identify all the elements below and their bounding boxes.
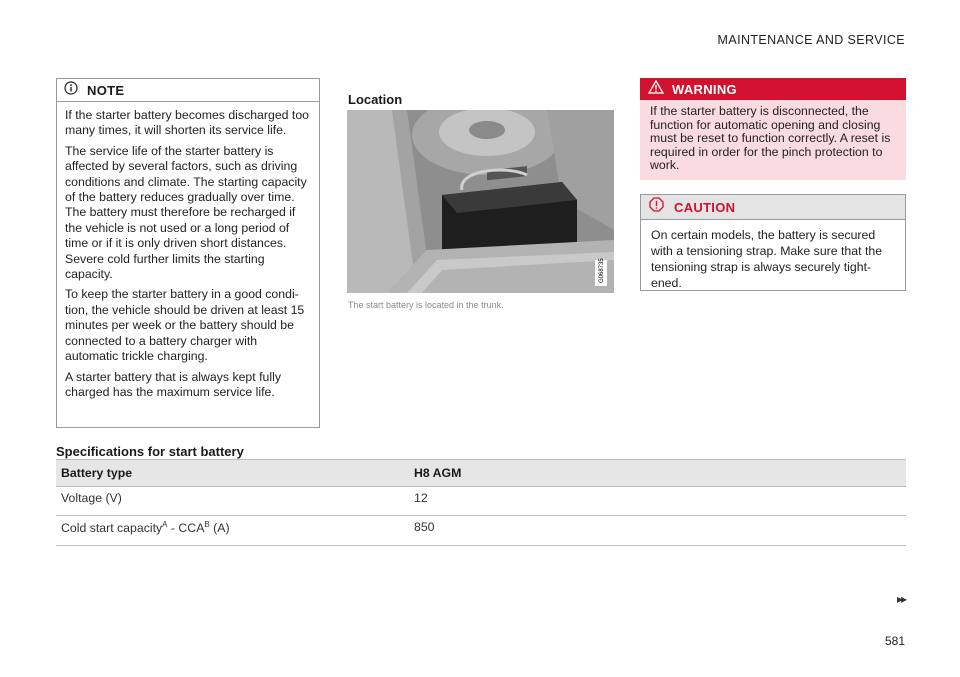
warning-title: WARNING <box>672 81 737 97</box>
section-header: MAINTENANCE AND SERVICE <box>717 33 905 47</box>
note-title: NOTE <box>87 82 125 98</box>
specs-title: Specifications for start battery <box>56 444 244 459</box>
table-row <box>56 487 906 516</box>
info-icon <box>64 81 78 100</box>
table-cell: 850 <box>409 516 906 546</box>
battery-location-photo <box>347 110 614 293</box>
warning-box <box>640 78 906 180</box>
cell-text: Cold start capacity <box>61 521 163 536</box>
table-cell: Voltage (V) <box>56 487 409 516</box>
warning-text: If the starter battery is disconnected, the function for automatic opening and closing must be reset to function correctly. A reset is required in order for the pinch protection to work. <box>650 104 891 173</box>
table-row <box>56 516 906 546</box>
photo-caption: The start battery is located in the trunk. <box>348 300 504 310</box>
next-page-marker: ▸▸ <box>896 592 905 606</box>
note-body <box>57 102 319 400</box>
note-paragraph: To keep the starter battery in a good condi-tion, the vehicle should be driven at least 15 minutes per week or the battery should be connected to a battery charger with automatic trickle charging. <box>65 287 305 364</box>
image-code: G068735 <box>599 258 605 283</box>
table-cell: 12 <box>409 487 906 516</box>
note-paragraph: The service life of the starter battery is affected by several factors, such as driving conditions and climate. The starting capacity of the battery reduces gradually over time. The battery must therefore be recharged if the vehicle is not used or a long period of time or if it is only driven short distances. Severe cold further limits the starting capacity. <box>65 143 307 282</box>
caution-icon <box>649 197 664 217</box>
note-box <box>56 78 320 428</box>
cell-text: (A) <box>209 521 230 536</box>
page-number: 581 <box>884 634 905 648</box>
cell-text: - CCA <box>167 521 205 536</box>
caution-text: On certain models, the battery is secured with a tensioning strap. Make sure that the tensioning strap is always securely tight-ened. <box>651 228 883 290</box>
note-header <box>57 79 319 102</box>
note-paragraph: A starter battery that is always kept fully charged has the maximum service life. <box>65 369 281 399</box>
location-title: Location <box>348 92 403 107</box>
warning-header <box>640 78 906 100</box>
footnote-ref[interactable]: A <box>162 520 168 529</box>
note-paragraph: If the starter battery becomes discharged too many times, it will shorten its service life. <box>65 108 310 138</box>
specs-table <box>56 459 906 546</box>
table-header: H8 AGM <box>409 460 906 487</box>
caution-box <box>640 194 906 291</box>
table-header-row <box>56 460 906 487</box>
warning-triangle-icon <box>648 80 664 99</box>
table-header: Battery type <box>56 460 409 487</box>
table-cell <box>56 516 409 546</box>
caution-title: CAUTION <box>674 199 736 215</box>
footnote-ref[interactable]: B <box>204 520 210 529</box>
caution-header <box>641 195 905 220</box>
